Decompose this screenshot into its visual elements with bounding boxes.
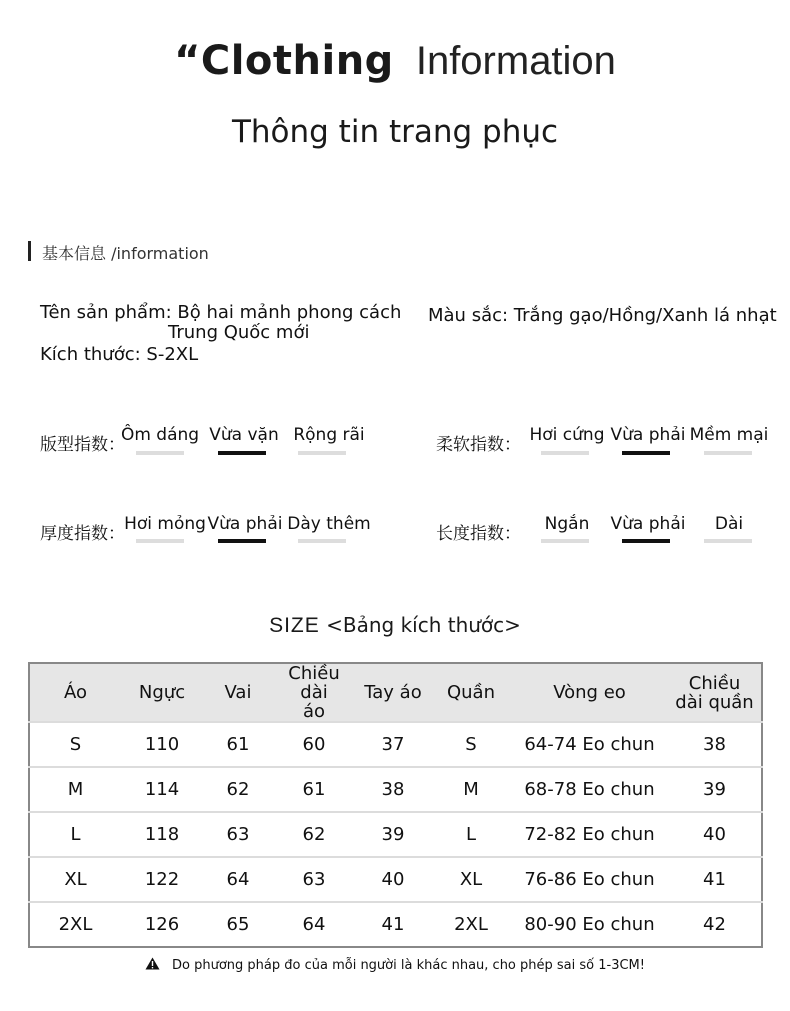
product-name xyxy=(40,303,401,343)
table-cell: 62 xyxy=(203,767,273,812)
col-header-pants-length: Chiều dài quần xyxy=(668,663,762,722)
table-cell: 110 xyxy=(121,722,203,767)
product-name-label: Tên sản phẩm: xyxy=(40,302,172,323)
length-option-3: Dài xyxy=(714,514,744,534)
thickness-option-3-bar xyxy=(298,539,346,543)
section-marker xyxy=(28,241,31,261)
table-cell: L xyxy=(431,812,511,857)
table-cell: M xyxy=(29,767,121,812)
table-cell: 64 xyxy=(203,857,273,902)
thickness-option-3: Dày thêm xyxy=(287,514,371,534)
softness-option-3: Mềm mại xyxy=(689,425,769,445)
size-chart-title-en: SIZE xyxy=(269,614,320,637)
col-header-top: Áo xyxy=(29,663,121,722)
softness-option-2: Vừa phải xyxy=(610,425,686,445)
length-option-1-bar xyxy=(541,539,589,543)
table-cell: 80-90 Eo chun xyxy=(511,902,668,947)
product-color-value: Trắng gạo/Hồng/Xanh lá nhạt xyxy=(513,305,777,326)
table-row xyxy=(29,857,762,902)
product-size-label: Kích thước: xyxy=(40,344,141,365)
table-cell: 64-74 Eo chun xyxy=(511,722,668,767)
table-cell: L xyxy=(29,812,121,857)
length-option-3-bar xyxy=(704,539,752,543)
title-bold: “Clothing xyxy=(174,38,394,84)
length-index-label: 长度指数： xyxy=(436,524,521,544)
product-size-value: S-2XL xyxy=(146,344,199,365)
product-name-line2: Trung Quốc mới xyxy=(168,322,310,343)
table-cell: 118 xyxy=(121,812,203,857)
size-chart-title xyxy=(0,613,790,638)
table-cell: 2XL xyxy=(431,902,511,947)
table-cell: 114 xyxy=(121,767,203,812)
table-cell: 42 xyxy=(668,902,762,947)
fit-index-label: 版型指数： xyxy=(40,435,125,455)
table-row xyxy=(29,902,762,947)
page-subtitle: Thông tin trang phục xyxy=(231,114,559,150)
table-row xyxy=(29,812,762,857)
table-cell: 60 xyxy=(273,722,355,767)
note-text: Do phương pháp đo của mỗi người là khác nhau, cho phép sai số 1-3CM! xyxy=(172,958,645,973)
table-cell: 68-78 Eo chun xyxy=(511,767,668,812)
table-row xyxy=(29,722,762,767)
fit-option-3: Rộng rãi xyxy=(293,425,365,445)
table-cell: 122 xyxy=(121,857,203,902)
table-cell: 40 xyxy=(668,812,762,857)
page-title xyxy=(0,38,790,84)
length-option-1: Ngắn xyxy=(544,514,590,534)
table-cell: 39 xyxy=(355,812,431,857)
measurement-note xyxy=(0,957,790,974)
size-chart-title-vi: <Bảng kích thước> xyxy=(326,613,521,637)
table-cell: 41 xyxy=(668,857,762,902)
table-cell: 64 xyxy=(273,902,355,947)
product-name-line1: Bộ hai mảnh phong cách xyxy=(177,302,402,323)
col-header-pants: Quần xyxy=(431,663,511,722)
fit-option-1-bar xyxy=(136,451,184,455)
table-cell: 63 xyxy=(203,812,273,857)
length-option-2: Vừa phải xyxy=(610,514,686,534)
thickness-option-1: Hơi mỏng xyxy=(124,514,206,534)
table-cell: M xyxy=(431,767,511,812)
table-cell: XL xyxy=(29,857,121,902)
table-cell: 38 xyxy=(355,767,431,812)
product-size xyxy=(40,345,198,365)
table-cell: 40 xyxy=(355,857,431,902)
thickness-index-label: 厚度指数： xyxy=(40,524,125,544)
size-table xyxy=(28,662,763,948)
warning-icon xyxy=(145,957,160,974)
table-cell: 76-86 Eo chun xyxy=(511,857,668,902)
softness-option-3-bar xyxy=(704,451,752,455)
product-color xyxy=(428,306,777,326)
thickness-option-1-bar xyxy=(136,539,184,543)
table-row xyxy=(29,767,762,812)
col-header-sleeve: Tay áo xyxy=(355,663,431,722)
table-cell: 72-82 Eo chun xyxy=(511,812,668,857)
table-cell: S xyxy=(431,722,511,767)
title-light: Information xyxy=(415,39,616,83)
fit-option-2-bar xyxy=(218,451,266,455)
table-cell: 2XL xyxy=(29,902,121,947)
table-cell: 37 xyxy=(355,722,431,767)
fit-option-3-bar xyxy=(298,451,346,455)
product-color-label: Màu sắc: xyxy=(428,305,509,326)
softness-option-1: Hơi cứng xyxy=(529,425,605,445)
table-cell: 38 xyxy=(668,722,762,767)
length-option-2-bar xyxy=(622,539,670,543)
thickness-option-2: Vừa phải xyxy=(207,514,283,534)
size-table-header xyxy=(29,663,762,722)
table-cell: 126 xyxy=(121,902,203,947)
col-header-shoulder: Vai xyxy=(203,663,273,722)
col-header-chest: Ngực xyxy=(121,663,203,722)
table-cell: 65 xyxy=(203,902,273,947)
col-header-waist: Vòng eo xyxy=(511,663,668,722)
table-cell: 61 xyxy=(203,722,273,767)
softness-index-label: 柔软指数： xyxy=(436,435,521,455)
fit-option-1: Ôm dáng xyxy=(120,425,200,445)
fit-option-2: Vừa vặn xyxy=(209,425,279,445)
table-cell: 62 xyxy=(273,812,355,857)
softness-option-1-bar xyxy=(541,451,589,455)
col-header-top-length: Chiều dài áo xyxy=(273,663,355,722)
table-cell: 39 xyxy=(668,767,762,812)
table-cell: XL xyxy=(431,857,511,902)
table-cell: 63 xyxy=(273,857,355,902)
table-cell: 61 xyxy=(273,767,355,812)
table-cell: 41 xyxy=(355,902,431,947)
thickness-option-2-bar xyxy=(218,539,266,543)
table-cell: S xyxy=(29,722,121,767)
softness-option-2-bar xyxy=(622,451,670,455)
section-label: 基本信息 /information xyxy=(42,244,209,263)
